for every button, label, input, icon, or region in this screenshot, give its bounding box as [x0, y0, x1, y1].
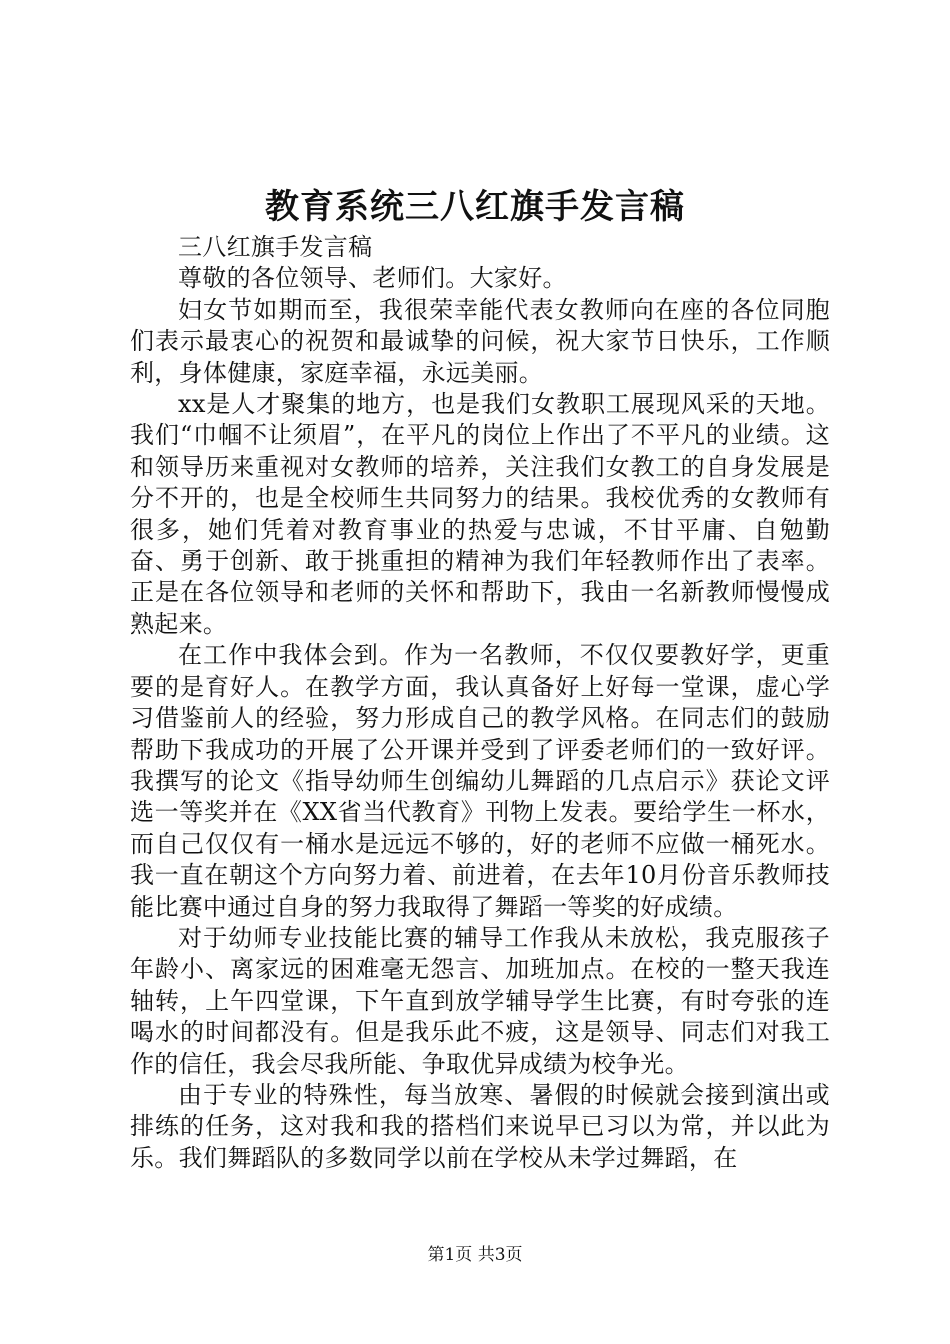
document-body	[130, 232, 830, 1174]
paragraph-subtitle: 三八红旗手发言稿	[178, 233, 373, 261]
paragraph-greeting: 尊敬的各位领导、老师们。大家好。	[178, 264, 567, 293]
paragraph: xx是人才聚集的地方，也是我们女教职工展现风采的天地。我们“巾帼不让须眉”，在平凡的岗位上作出了不平凡的业绩。这和领导历来重视对女教师的培养，关注我们女教工的自身发展是分不开的，也是全校师生共同努力的结果。我校优秀的女教师有很多，她们凭着对教育事业的热爱与忠诚，不甘平庸、自勉勤奋、勇于创新、敢于挑重担的精神为我们年轻教师作出了表率。正是在各位领导和老师的关怀和帮助下，我由一名新教师慢慢成熟起来。	[130, 390, 830, 638]
paragraph: 在工作中我体会到。作为一名教师，不仅仅要教好学，更重要的是育好人。在教学方面，我认真备好上好每一堂课，虚心学习借鉴前人的经验，努力形成自己的教学风格。在同志们的鼓励帮助下我成功的开展了公开课并受到了评委老师们的一致好评。我撰写的论文《指导幼师生创编幼儿舞蹈的几点启示》获论文评选一等奖并在《XX省当代教育》刊物上发表。要给学生一杯水，而自己仅仅有一桶水是远远不够的，好的老师不应做一桶死水。我一直在朝这个方向努力着、前进着，在去年10月份音乐教师技能比赛中通过自身的努力我取得了舞蹈一等奖的好成绩。	[130, 641, 830, 921]
paragraph: 对于幼师专业技能比赛的辅导工作我从未放松，我克服孩子年龄小、离家远的困难毫无怨言、加班加点。在校的一整天我连轴转，上午四堂课，下午直到放学辅导学生比赛，有时夸张的连喝水的时间都没有。但是我乐此不疲，这是领导、同志们对我工作的信任，我会尽我所能、争取优异成绩为校争光。	[130, 923, 830, 1078]
paragraph: 由于专业的特殊性，每当放寒、暑假的时候就会接到演出或排练的任务，这对我和我的搭档们来说早已习以为常，并以此为乐。我们舞蹈队的多数同学以前在学校从未学过舞蹈，在	[130, 1080, 830, 1172]
page-footer: 第1页 共3页	[427, 1245, 523, 1265]
document-title: 教育系统三八红旗手发言稿	[265, 187, 685, 227]
paragraph: 妇女节如期而至，我很荣幸能代表女教师向在座的各位同胞们表示最衷心的祝贺和最诚挚的问候，祝大家节日快乐，工作顺利，身体健康，家庭幸福，永远美丽。	[130, 295, 830, 387]
